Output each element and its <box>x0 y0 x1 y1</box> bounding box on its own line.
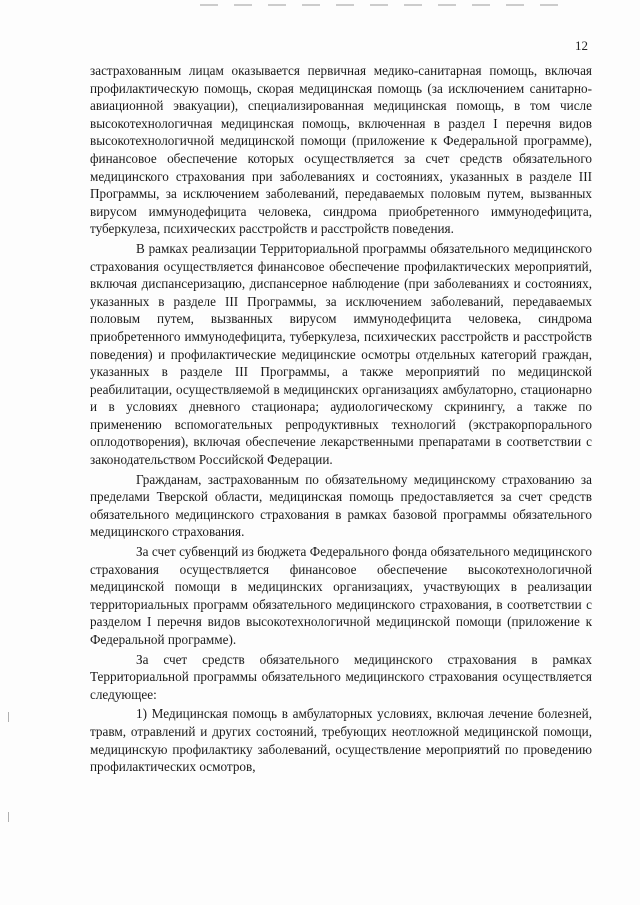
paragraph-outside-region: Гражданам, застрахованным по обязательному медицинскому страхованию за пределами Тверской области, медицинская помощь предоставляется за счет средств обязательного медицинского страхования в рамках базовой программы обязательного медицинского страхования. <box>90 471 592 540</box>
margin-mark <box>8 812 9 822</box>
scan-artifact-top <box>200 4 560 6</box>
paragraph-subventions: За счет субвенций из бюджета Федерального фонда обязательного медицинского страхования осуществляется финансовое обеспечение высокотехнологичной медицинской помощи в медицинских организациях, участвующих в реализации территориальных программ обязательного медицинского страхования, в соответствии с разделом I перечня видов высокотехнологичной медицинской помощи (приложение к Федеральной программе). <box>90 544 592 647</box>
margin-mark <box>8 712 9 722</box>
paragraph-list-intro: За счет средств обязательного медицинского страхования в рамках Территориальной программы обязательного медицинского страхования осуществляется следующее: <box>90 651 592 702</box>
paragraph-item-1: 1) Медицинская помощь в амбулаторных условиях, включая лечение болезней, травм, отравлений и других состояний, требующих неотложной медицинской помощи, медицинскую профилактику заболеваний, осуществление мероприятий по проведению профилактических осмотров, <box>90 706 592 775</box>
paragraph-tpoms-financing: В рамках реализации Территориальной программы обязательного медицинского страхования осуществляется финансовое обеспечение профилактических мероприятий, включая диспансеризацию, диспансерное наблюдение (при заболеваниях и состояниях, указанных в разделе III Программы, за исключением заболеваний, передаваемых половым путем, вызванных вирусом иммунодефицита человека, синдрома приобретенного иммунодефицита, туберкулеза, психических расстройств и расстройств поведения) и профилактические медицинские осмотры отдельных категорий граждан, указанных в разделе III Программы, а также мероприятий по медицинской реабилитации, осуществляемой в медицинских организациях амбулаторно, стационарно и в условиях дневного стационара; аудиологическому скринингу, а также по применению вспомогательных репродуктивных технологий (экстракорпорального оплодотворения), включая обеспечение лекарственными препаратами в соответствии с законодательством Российской Федерации. <box>90 240 592 468</box>
page-number: 12 <box>575 38 588 53</box>
paragraph-continuation: застрахованным лицам оказывается первичная медико-санитарная помощь, включая профилактическую помощь, скорая медицинская помощь (за исключением санитарно-авиационной эвакуации), специализированная медицинская помощь, в том числе высокотехнологичная медицинская помощь, включенная в раздел I перечня видов высокотехнологичной медицинской помощи (приложение к Федеральной программе), финансовое обеспечение которых осуществляется за счет средств обязательного медицинского страхования при заболеваниях и состояниях, указанных в разделе III Программы, за исключением заболеваний, передаваемых половым путем, вызванных вирусом иммунодефицита человека, синдрома приобретенного иммунодефицита, туберкулеза, психических расстройств и расстройств поведения. <box>90 63 592 237</box>
body-text <box>90 62 592 776</box>
